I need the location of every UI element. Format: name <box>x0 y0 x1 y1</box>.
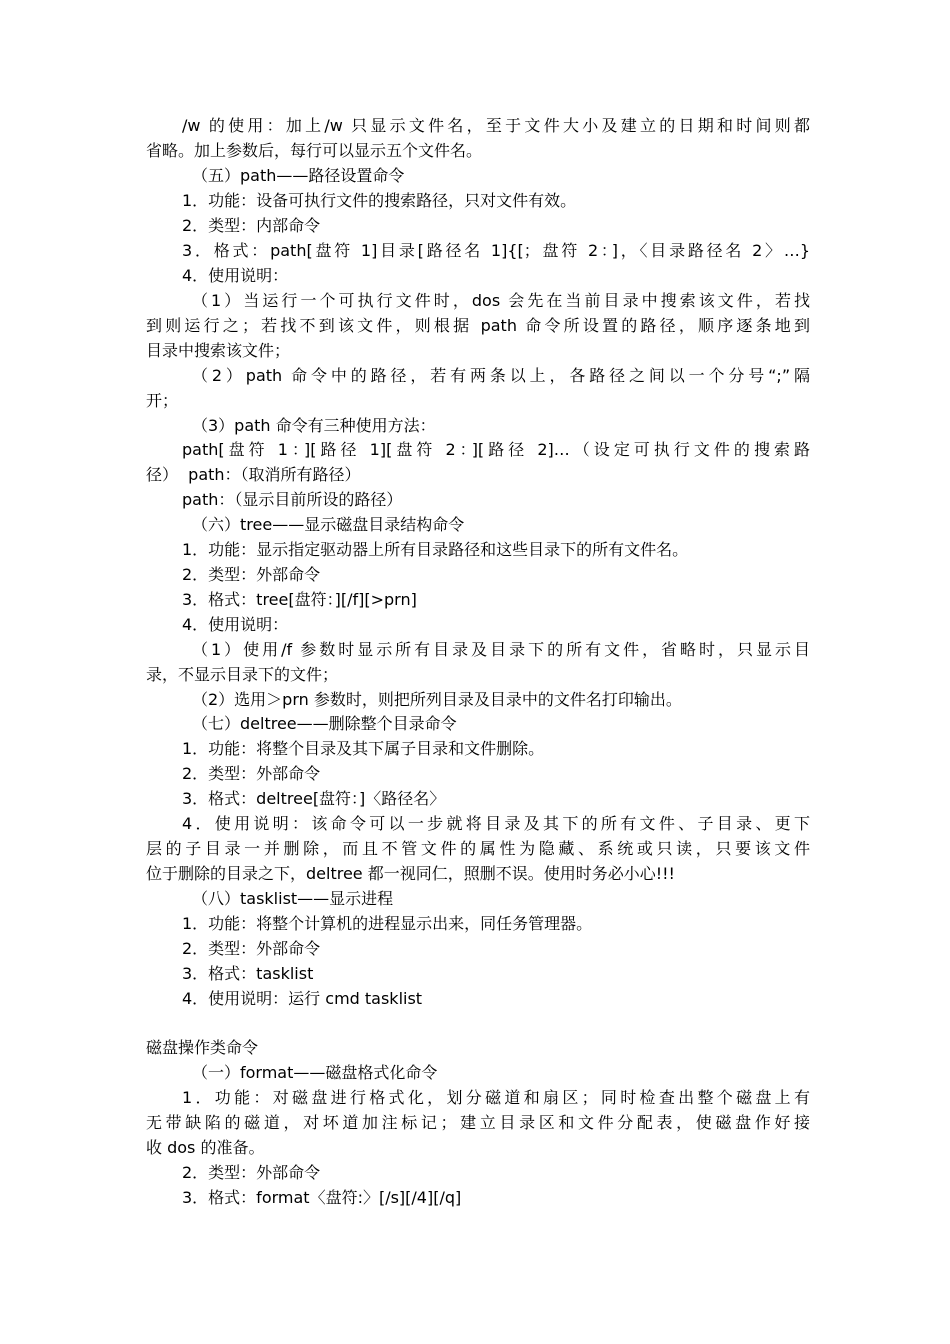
section-heading: （八）tasklist——显示进程 <box>192 889 394 908</box>
text-line: 收 dos 的准备。 <box>146 1138 265 1157</box>
text-line: 1．功能：将整个计算机的进程显示出来，同任务管理器。 <box>182 914 593 933</box>
text-line: 3．格式：tasklist <box>182 964 314 983</box>
text-line: 无带缺陷的磁道，对坏道加注标记；建立目录区和文件分配表，使磁盘作好接 <box>146 1113 810 1132</box>
text-line: 4．使用说明：该命令可以一步就将目录及其下的所有文件、子目录、更下 <box>182 814 810 833</box>
text-line: 1．功能：对磁盘进行格式化，划分磁道和扇区；同时检查出整个磁盘上有 <box>182 1088 810 1107</box>
text-line: 2．类型：外部命令 <box>182 939 321 958</box>
text-line: 层的子目录一并删除，而且不管文件的属性为隐藏、系统或只读，只要该文件 <box>146 839 810 858</box>
text-line: 径） path：（取消所有路径） <box>146 465 361 484</box>
text-line: 3．格式：tree[盘符：][/f][>prn] <box>182 590 417 609</box>
text-line: 4．使用说明：运行 cmd tasklist <box>182 989 423 1008</box>
section-heading: （七）deltree——删除整个目录命令 <box>192 714 457 733</box>
section-heading: （一）format——磁盘格式化命令 <box>192 1063 438 1082</box>
text-line: 位于删除的目录之下，deltree 都一视同仁，照删不误。使用时务必小心!!! <box>146 864 675 883</box>
chapter-heading: 磁盘操作类命令 <box>146 1038 259 1057</box>
text-line: path：（显示目前所设的路径） <box>182 490 403 509</box>
text-line: 4．使用说明： <box>182 266 289 285</box>
text-line: 2．类型：外部命令 <box>182 565 321 584</box>
text-line: 2．类型：外部命令 <box>182 764 321 783</box>
text-line: （1）当运行一个可执行文件时，dos 会先在当前目录中搜索该文件，若找 <box>192 291 810 310</box>
text-line: 省略。加上参数后，每行可以显示五个文件名。 <box>146 141 483 160</box>
text-line: 4．使用说明： <box>182 615 289 634</box>
text-line: 2．类型：内部命令 <box>182 216 321 235</box>
text-line: （2）选用＞prn 参数时，则把所列目录及目录中的文件名打印输出。 <box>192 690 682 709</box>
text-line: 2．类型：外部命令 <box>182 1163 321 1182</box>
section-heading: （五）path——路径设置命令 <box>192 166 405 185</box>
text-line: path[盘符 1：][路径 1][盘符 2：][路径 2]…（设定可执行文件的搜索路 <box>182 440 810 459</box>
text-line: 到则运行之；若找不到该文件，则根据 path 命令所设置的路径，顺序逐条地到 <box>146 316 810 335</box>
text-line: 3．格式：path[盘符 1]目录[路径名 1]{[；盘符 2：]，〈目录路径名 2〉…} <box>182 241 810 260</box>
text-line: 目录中搜索该文件； <box>146 341 291 360</box>
text-line: 开； <box>146 391 179 410</box>
text-line: （3）path 命令有三种使用方法： <box>192 416 436 435</box>
text-line: /w 的使用：加上/w 只显示文件名，至于文件大小及建立的日期和时间则都 <box>182 116 810 135</box>
text-line: 1．功能：将整个目录及其下属子目录和文件删除。 <box>182 739 545 758</box>
text-line: （1）使用/f 参数时显示所有目录及目录下的所有文件，省略时，只显示目 <box>192 640 810 659</box>
text-line: 3．格式：deltree[盘符：]〈路径名〉 <box>182 789 446 808</box>
section-heading: （六）tree——显示磁盘目录结构命令 <box>192 515 465 534</box>
text-line: 1．功能：显示指定驱动器上所有目录路径和这些目录下的所有文件名。 <box>182 540 689 559</box>
text-line: 录，不显示目录下的文件； <box>146 665 339 684</box>
text-line: 3．格式：format〈盘符:〉[/s][/4][/q] <box>182 1188 462 1207</box>
text-line: 1．功能：设备可执行文件的搜索路径，只对文件有效。 <box>182 191 577 210</box>
text-line: （2）path 命令中的路径，若有两条以上，各路径之间以一个分号“;”隔 <box>192 366 810 385</box>
